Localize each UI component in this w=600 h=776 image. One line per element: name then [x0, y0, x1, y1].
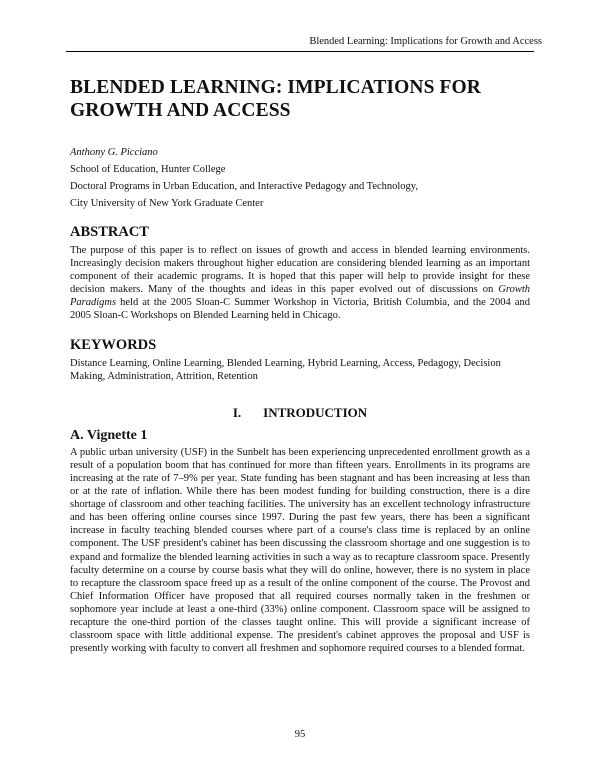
- subsection-heading: A. Vignette 1: [70, 427, 148, 443]
- keywords-heading: KEYWORDS: [70, 336, 157, 353]
- affiliation-line: Doctoral Programs in Urban Education, and Interactive Pedagogy and Technology,: [70, 181, 418, 192]
- section-title: INTRODUCTION: [263, 404, 368, 420]
- section-number: I.: [232, 404, 242, 420]
- affiliation-line: City University of New York Graduate Center: [70, 198, 264, 209]
- header-rule: [66, 51, 534, 52]
- keywords-text: Distance Learning, Online Learning, Blended Learning, Hybrid Learning, Access, Pedagogy, Decision Making, Administration, Attrition, Retention: [70, 357, 501, 382]
- affiliation-line: School of Education, Hunter College: [70, 164, 226, 175]
- running-head: Blended Learning: Implications for Growth and Access: [309, 36, 542, 47]
- author-block: [70, 144, 530, 212]
- abstract-italic-title: Growth Paradigms: [70, 284, 530, 309]
- abstract-text-part: held at the 2005 Sloan-C Summer Workshop in Victoria, British Columbia, and the 2004 and 2005 Sloan-C Workshops on Blended Learning held in Chicago.: [70, 297, 530, 322]
- paper-title: BLENDED LEARNING: IMPLICATIONS FOR GROWTH AND ACCESS: [70, 77, 481, 121]
- author-name: Anthony G. Picciano: [70, 147, 158, 158]
- introduction-heading: [70, 405, 530, 421]
- abstract-text: [70, 244, 530, 323]
- abstract-heading: ABSTRACT: [70, 224, 149, 240]
- abstract-text-part: The purpose of this paper is to reflect on issues of growth and access in blended learning environments. Increasingly decision makers throughout higher education are considering blended learning as an important component of their academic programs. It is hoped that this paper will help to provide insight for these decision makers. Many of the thoughts and ideas in this paper evolved out of discussions on: [70, 245, 530, 296]
- page-body: [70, 76, 530, 655]
- page-number: 95: [294, 729, 306, 740]
- vignette-text: A public urban university (USF) in the Sunbelt has been experiencing unprecedented enrollment growth as a result of a population boom that has continued for more than fifteen years. Enrollments in its programs are increasing at the rate of 7–9% per year. State funding has been stagnant and has been increasing at less than or at the rate of inflation. While there has been modest funding for building construction, there is a dire shortage of classroom and other teaching facilities. The university has an excellent technology infrastructure and has been offering online courses since 1997. During the past few years, there has been a significant increase in faculty teaching blended courses where part of a course's class time is replaced by an online component. The USF president's cabinet has been discussing the classroom shortage and one suggestion is to expand and formalize the blended learning activities in such a way as to recapture classroom space. Presently faculty determine on a course by course basis what they will do online, however, there is no system in place to recapture the classroom space freed up as a result of the online component of the course. The Provost and Chief Information Officer have proposed that all required courses normally taken in the freshmen or sophomore year include at least a one-third (33%) online component. Classroom space will be assigned to recapture the one-third portion of the classes taught online. This will provide a significant increase of classroom space with little additional expense. The president's cabinet approves the proposal and USF is presently working with faculty to convert all freshmen and sophomore required courses to a blended format.: [70, 446, 530, 655]
